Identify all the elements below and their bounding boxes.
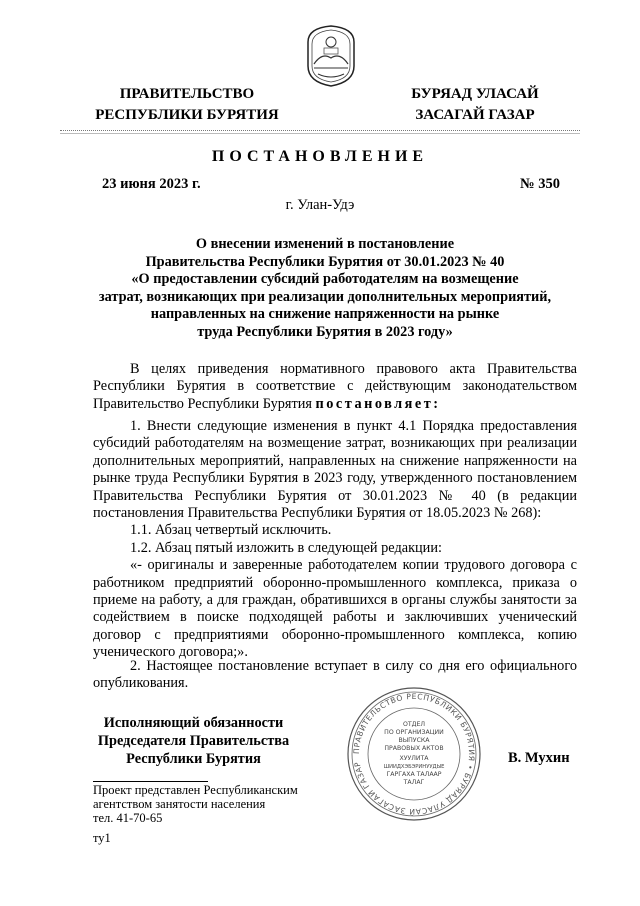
project-note <box>93 783 298 826</box>
stamp-line: ГАРГАХА ТАЛААР <box>386 771 442 778</box>
subject-line: труда Республики Бурятия в 2023 году» <box>197 323 453 340</box>
preamble-emphasis: постановляет: <box>315 395 441 412</box>
stamp-line: ХУУЛИТА <box>399 755 429 762</box>
note-divider <box>93 781 208 782</box>
stamp-line: ВЫПУСКА <box>398 737 430 744</box>
preamble-text: В целях приведения нормативного правового акта Правительства Республики Бурятия в соответствие с действующим законодательством Правительство Республики Бурятия <box>93 361 577 412</box>
preamble-paragraph <box>93 361 577 413</box>
stamp-ring-text: ПРАВИТЕЛЬСТВО РЕСПУБЛИКИ БУРЯТИЯ • БУРЯАД УЛАСАЙ ЗАСАГАЙ ГАЗАР <box>351 691 477 817</box>
item-1-1-paragraph: 1.1. Абзац четвертый исключить. <box>130 522 332 539</box>
header-line: БУРЯАД УЛАСАЙ <box>411 86 539 102</box>
coat-of-arms-emblem <box>300 22 362 88</box>
stamp-line: ТАЛАГ <box>403 779 425 786</box>
header-line: РЕСПУБЛИКИ БУРЯТИЯ <box>95 107 279 123</box>
header-divider <box>60 130 580 131</box>
subject-line: направленных на снижение напряженности на рынке <box>150 306 500 322</box>
document-type: ПОСТАНОВЛЕНИЕ <box>211 148 429 165</box>
note-line: Проект представлен Республиканским <box>93 783 298 797</box>
header-divider <box>60 133 580 134</box>
note-line: тел. 41-70-65 <box>93 811 163 826</box>
item-1-paragraph: 1. Внести следующие изменения в пункт 4.1 Порядка предоставления субсидий работодателям на возмещение затрат, возникающих при реализации дополнительных мероприятий, направленных на снижение напряженности на рынке труда Республики Бурятия в 2023 году, утвержденного постановлением Правительства Республики Бурятия от 30.01.2023 № 40 (в редакции постановления Правительства Республики Бурятия от 18.05.2023 № 268): <box>93 418 577 522</box>
stamp-line: ОТДЕЛ <box>402 721 426 728</box>
document-date: 23 июня 2023 г. <box>102 176 201 192</box>
signatory-title <box>86 714 301 768</box>
header-line: ЗАСАГАЙ ГАЗАР <box>415 107 535 123</box>
signatory-title-line: Исполняющий обязанности <box>103 715 284 731</box>
subject-line: Правительства Республики Бурятия от 30.01.2023 № 40 <box>145 253 505 270</box>
subject-line: О внесении изменений в постановление <box>195 236 455 252</box>
document-city: г. Улан-Удэ <box>285 197 355 213</box>
item-2-paragraph: 2. Настоящее постановление вступает в силу со дня его официального опубликования. <box>93 658 577 692</box>
subject-line: «О предоставлении субсидий работодателям на возмещение <box>131 271 519 287</box>
stamp-line: ПО ОРГАНИЗАЦИИ <box>384 729 444 736</box>
footer-code: ту1 <box>93 831 111 845</box>
stamp-line: ШИИДХЭБЭРИНУУДЫЕ <box>383 764 445 770</box>
signatory-title-line: Республики Бурятия <box>126 751 261 767</box>
document-subject <box>90 236 560 341</box>
document-number: № 350 <box>520 176 560 192</box>
quoted-paragraph: «- оригиналы и заверенные работодателем копии трудового договора с работником предприятий оборонно-промышленного комплекса, приказа о приеме на работу, а для граждан, обратившихся в органы службы занятости за содействием в поиске подходящей работы и заключивших ученический договор с предприятиями оборонно-промышленного комплекса, копию ученического договора;». <box>93 557 577 661</box>
note-line: агентством занятости населения <box>93 797 266 812</box>
items-block <box>93 418 577 662</box>
stamp-line: ПРАВОВЫХ АКТОВ <box>384 745 444 752</box>
signatory-title-line: Председателя Правительства <box>97 733 290 749</box>
government-name-bua <box>400 84 550 126</box>
signatory-name: В. Мухин <box>508 750 570 766</box>
item-1-2-paragraph: 1.2. Абзац пятый изложить в следующей редакции: <box>130 539 442 556</box>
official-stamp <box>344 684 484 824</box>
subject-line: затрат, возникающих при реализации дополнительных мероприятий, <box>98 288 552 305</box>
header-line: ПРАВИТЕЛЬСТВО <box>119 86 255 102</box>
government-name-ru <box>92 84 282 126</box>
